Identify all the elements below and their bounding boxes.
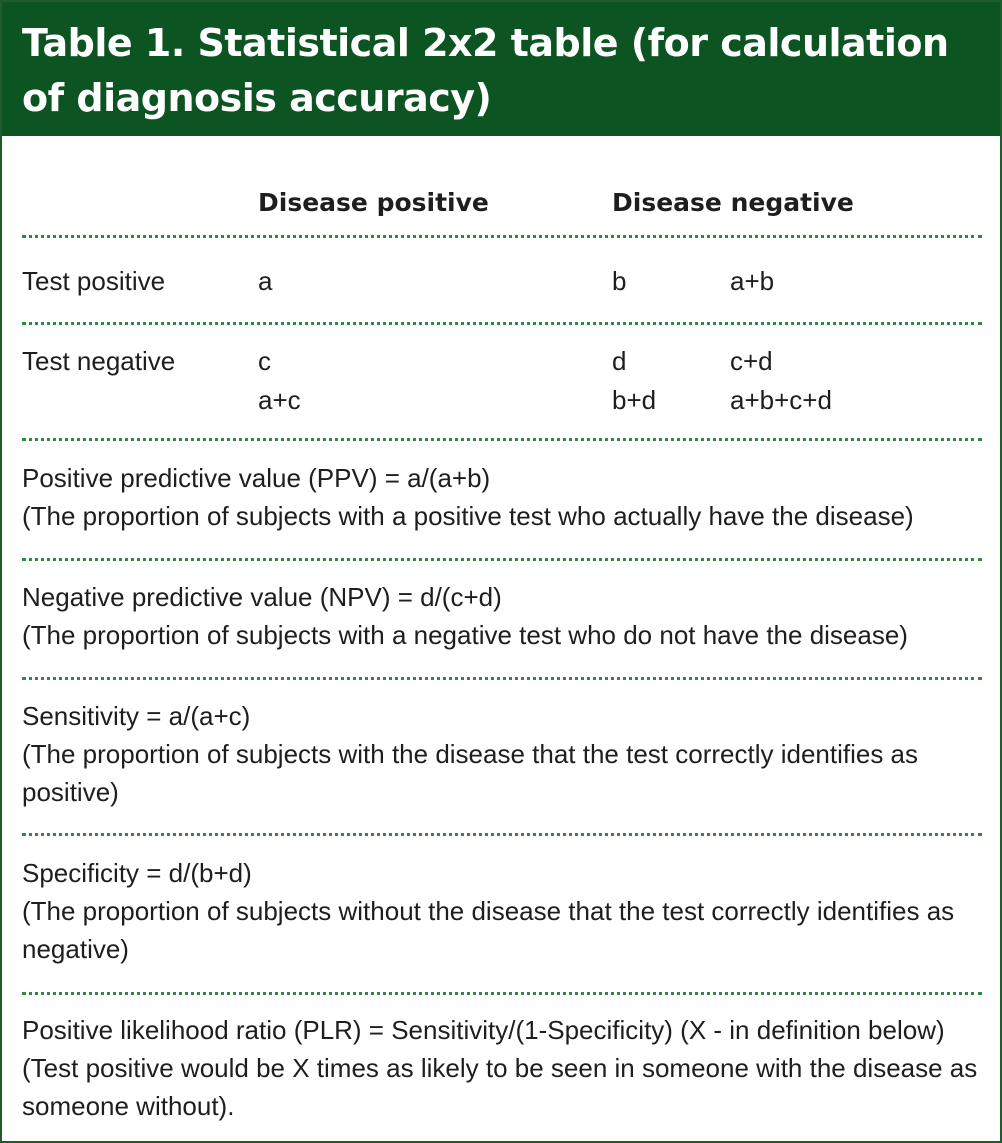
definition-sensitivity [22, 697, 982, 811]
definition-description: (The proportion of subjects with a negative test who do not have the disease) [22, 620, 908, 650]
total-all: a+b+c+d [730, 385, 832, 415]
total-b-plus-d: b+d [612, 385, 657, 415]
cell-b: b [612, 266, 627, 296]
definition-description: (The proportion of subjects with a positive test who actually have the disease) [22, 501, 914, 531]
definition-ppv [22, 459, 982, 535]
cell-c-plus-d: c+d [730, 346, 773, 376]
definition-formula: Sensitivity = a/(a+c) [22, 701, 251, 731]
cell-a: a [258, 266, 273, 296]
definition-formula: Positive predictive value (PPV) = a/(a+b) [22, 463, 491, 493]
header-disease-positive: Disease positive [258, 188, 489, 217]
definition-specificity [22, 854, 982, 968]
definition-npv [22, 578, 982, 654]
dotted-separator [22, 992, 982, 995]
total-a-plus-c: a+c [258, 385, 301, 415]
definition-formula: Positive likelihood ratio (PLR) = Sensitivity/(1-Specificity) (X - in definition below) [22, 1015, 945, 1045]
header-disease-negative: Disease negative [612, 188, 854, 217]
row-label-test-negative: Test negative [22, 346, 176, 376]
cell-c: c [258, 346, 271, 376]
definition-formula: Negative predictive value (NPV) = d/(c+d) [22, 582, 502, 612]
dotted-separator [22, 438, 982, 441]
table-title: Table 1. Statistical 2x2 table (for calculation of diagnosis accuracy) [22, 21, 949, 120]
dotted-separator [22, 677, 982, 680]
definition-plr [22, 1011, 982, 1125]
dotted-separator [22, 235, 982, 238]
definition-formula: Specificity = d/(b+d) [22, 858, 252, 888]
dotted-separator [22, 322, 982, 325]
cell-d: d [612, 346, 627, 376]
definition-description: (The proportion of subjects without the disease that the test correctly identifies as negative) [22, 896, 955, 964]
dotted-separator [22, 833, 982, 836]
cell-a-plus-b: a+b [730, 266, 775, 296]
row-label-test-positive: Test positive [22, 266, 166, 296]
title-bar [2, 2, 1000, 136]
dotted-separator [22, 558, 982, 561]
definition-description: (Test positive would be X times as likely to be seen in someone with the disease as someone without). [22, 1053, 978, 1121]
definition-description: (The proportion of subjects with the disease that the test correctly identifies as positive) [22, 739, 919, 807]
